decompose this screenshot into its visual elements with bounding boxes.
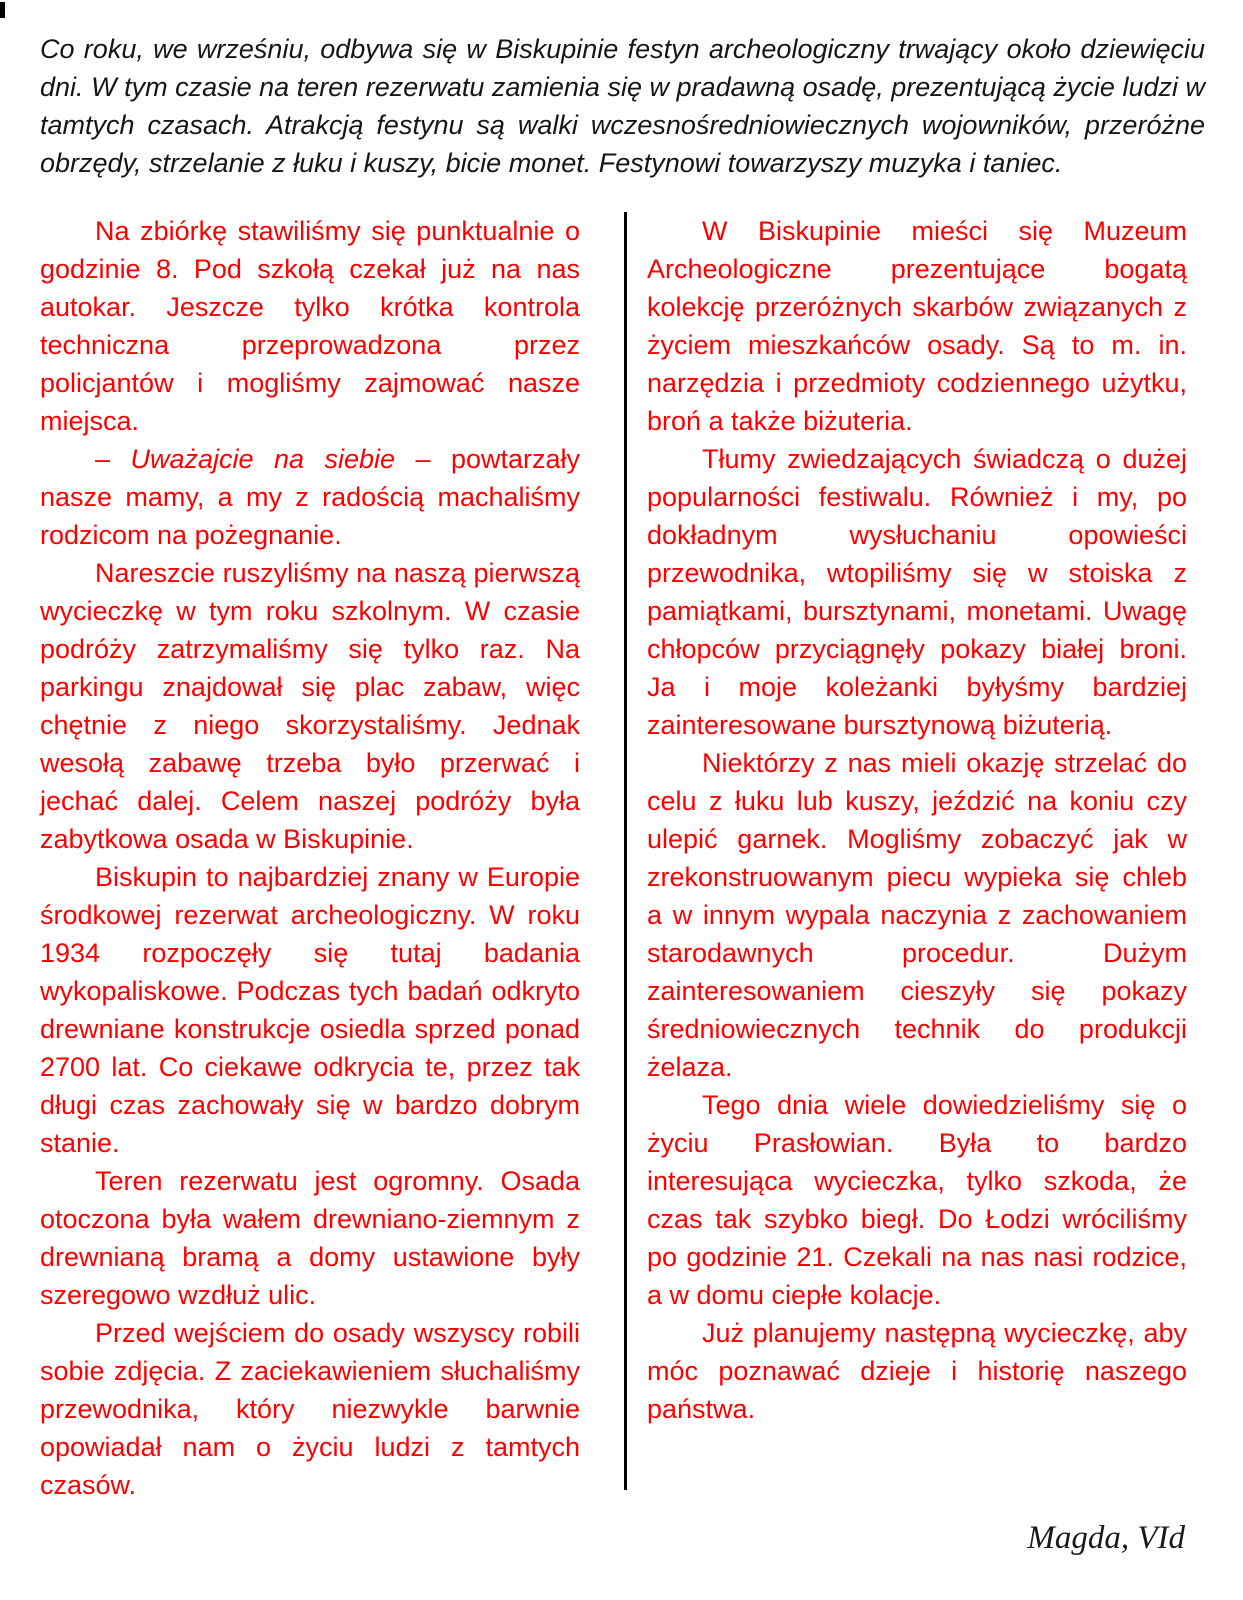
paragraph: Niektórzy z nas mieli okazję strzelać do celu z łuku lub kuszy, jeździć na koniu czy ulepić garnek. Mogliśmy zobaczyć jak w zrekonstruowanym piecu wypieka się chleb a w innym wypala naczynia z zachowaniem starodawnych procedur. Dużym zainteresowaniem cieszyły się pokazy średniowiecznych technik do produkcji żelaza. (647, 748, 1187, 1082)
intro-paragraph: Co roku, we wrześniu, odbywa się w Biskupinie festyn archeologiczny trwający około dziewięciu dni. W tym czasie na teren rezerwatu zamienia się w pradawną osadę, prezentującą życie ludzi w tamtych czasach. Atrakcją festynu są walki wczesnośredniowiecznych wojowników, przeróżne obrzędy, strzelanie z łuku i kuszy, bicie monet. Festynowi towarzyszy muzyka i taniec. (40, 34, 1205, 178)
page-edge-artifact (0, 2, 5, 18)
column-divider (624, 212, 627, 1490)
paragraph: Biskupin to najbardziej znany w Europie środkowej rezerwat archeologiczny. W roku 1934 rozpoczęły się tutaj badania wykopaliskowe. Podczas tych badań odkryto drewniane konstrukcje osiedla sprzed ponad 2700 lat. Co ciekawe odkrycia te, przez tak długi czas zachowały się w bardzo dobrym stanie. (40, 862, 580, 1158)
paragraph: Na zbiórkę stawiliśmy się punktualnie o godzinie 8. Pod szkołą czekał już na nas autokar. Jeszcze tylko krótka kontrola techniczna przeprowadzona przez policjantów i mogliśmy zajmować nasze miejsca. (40, 216, 580, 436)
column-left (40, 212, 580, 1504)
paragraph: W Biskupinie mieści się Muzeum Archeologiczne prezentujące bogatą kolekcję przeróżnych skarbów związanych z życiem mieszkańców osady. Są to m. in. narzędzia i przedmioty codziennego użytku, broń a także biżuteria. (647, 216, 1187, 436)
author-signature: Magda, VId (1027, 1520, 1185, 1556)
paragraph: Tego dnia wiele dowiedzieliśmy się o życiu Prasłowian. Była to bardzo interesująca wycieczka, tylko szkoda, że czas tak szybko biegł. Do Łodzi wróciliśmy po godzinie 21. Czekali na nas nasi rodzice, a w domu ciepłe kolacje. (647, 1090, 1187, 1310)
column-right (647, 212, 1187, 1504)
two-column-body (40, 212, 1205, 1504)
paragraph: Przed wejściem do osady wszyscy robili sobie zdjęcia. Z zaciekawieniem słuchaliśmy przewodnika, który niezwykle barwnie opowiadał nam o życiu ludzi z tamtych czasów. (40, 1318, 580, 1500)
dialogue-rest: – powtarzały nasze mamy, a my z radością machaliśmy rodzicom na pożegnanie. (40, 444, 580, 550)
paragraph: Teren rezerwatu jest ogromny. Osada otoczona była wałem drewniano-ziemnym z drewnianą bramą a domy ustawione były szeregowo wzdłuż ulic. (40, 1166, 580, 1310)
paragraph: Tłumy zwiedzających świadczą o dużej popularności festiwalu. Również i my, po dokładnym wysłuchaniu opowieści przewodnika, wtopiliśmy się w stoiska z pamiątkami, bursztynami, monetami. Uwagę chłopców przyciągnęły pokazy białej broni. Ja i moje koleżanki byłyśmy bardziej zainteresowane bursztynową biżuterią. (647, 444, 1187, 740)
paragraph-dialogue (40, 440, 580, 554)
dialogue-dash-open: – (95, 444, 131, 474)
dialogue-quote: Uważajcie na siebie (130, 444, 396, 474)
paragraph: Nareszcie ruszyliśmy na naszą pierwszą wycieczkę w tym roku szkolnym. W czasie podróży zatrzymaliśmy się tylko raz. Na parkingu znajdował się plac zabaw, więc chętnie z niego skorzystaliśmy. Jednak wesołą zabawę trzeba było przerwać i jechać dalej. Celem naszej podróży była zabytkowa osada w Biskupinie. (40, 558, 580, 854)
paragraph: Już planujemy następną wycieczkę, aby móc poznawać dzieje i historię naszego państwa. (647, 1318, 1187, 1424)
